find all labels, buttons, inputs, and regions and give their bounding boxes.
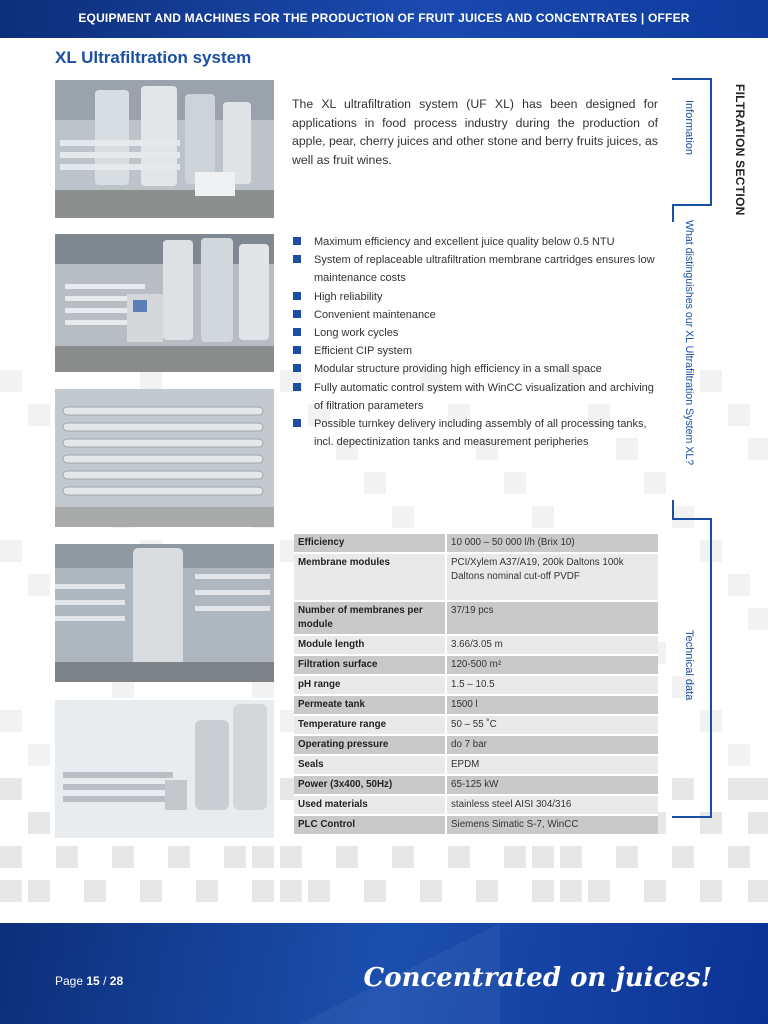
tab-information[interactable]: Information <box>683 100 695 156</box>
footer-slogan: Concentrated on juices! <box>363 963 712 993</box>
spec-key: Temperature range <box>294 715 446 735</box>
background-square <box>0 710 22 732</box>
spec-key: Seals <box>294 755 446 775</box>
nav-bracket-line <box>710 518 712 818</box>
header-banner <box>0 0 768 38</box>
bullet-square-icon <box>293 237 301 245</box>
background-square <box>560 846 582 868</box>
background-square <box>476 880 498 902</box>
spec-value: Siemens Simatic S-7, WinCC <box>446 815 658 835</box>
feature-text: Possible turnkey delivery including assembly of all processing tanks, incl. depectinization tanks and measurement peripheries <box>314 418 647 449</box>
spec-value: PCI/Xylem A37/A19, 200k Daltons 100k Daltons nominal cut-off PVDF <box>446 553 658 601</box>
feature-item <box>292 379 664 415</box>
spec-value: stainless steel AISI 304/316 <box>446 795 658 815</box>
feature-list <box>292 233 664 451</box>
background-square <box>700 880 722 902</box>
spec-key: Power (3x400, 50Hz) <box>294 775 446 795</box>
page-prefix: Page <box>55 974 84 988</box>
background-square <box>0 540 22 562</box>
spec-key: Filtration surface <box>294 655 446 675</box>
table-row <box>294 735 658 755</box>
background-square <box>56 846 78 868</box>
feature-item <box>292 342 664 360</box>
page-indicator <box>55 974 123 988</box>
spec-value: 3.66/3.05 m <box>446 635 658 655</box>
table-row <box>294 635 658 655</box>
nav-bracket-line <box>672 204 712 206</box>
spec-key: Permeate tank <box>294 695 446 715</box>
feature-text: Fully automatic control system with WinCC visualization and archiving of filtration parameters <box>314 381 654 412</box>
background-square <box>252 880 274 902</box>
background-square <box>364 472 386 494</box>
background-square <box>140 880 162 902</box>
background-square <box>28 744 50 766</box>
background-square <box>0 778 22 800</box>
table-row <box>294 534 658 553</box>
feature-text: High reliability <box>314 290 383 303</box>
feature-text: System of replaceable ultrafiltration membrane cartridges ensures low maintenance costs <box>314 254 655 285</box>
spec-value: 10 000 – 50 000 l/h (Brix 10) <box>446 534 658 553</box>
bullet-square-icon <box>293 383 301 391</box>
intro-paragraph: The XL ultrafiltration system (UF XL) has been designed for applications in food process industry during the production of apple, pear, cherry juices and other stone and berry fruits juices, as well as fruit wines. <box>292 97 658 167</box>
background-square <box>728 404 750 426</box>
feature-item <box>292 324 664 342</box>
background-square <box>364 880 386 902</box>
tab-what-distinguishes[interactable]: What distinguishes our XL Ultrafiltration System XL? <box>683 220 695 466</box>
feature-text: Efficient CIP system <box>314 345 413 358</box>
background-square <box>84 880 106 902</box>
background-square <box>748 438 768 460</box>
table-row <box>294 775 658 795</box>
background-square <box>728 744 750 766</box>
page-title: XL Ultrafiltration system <box>55 48 252 67</box>
background-square <box>308 880 330 902</box>
spec-key: PLC Control <box>294 815 446 835</box>
bullet-square-icon <box>293 292 301 300</box>
table-row <box>294 655 658 675</box>
feature-item <box>292 360 664 378</box>
technical-data-table <box>294 534 658 836</box>
tab-technical-data[interactable]: Technical data <box>683 630 695 701</box>
page-separator: / <box>103 974 107 988</box>
background-square <box>28 812 50 834</box>
table-row <box>294 695 658 715</box>
background-square <box>532 506 554 528</box>
bullet-square-icon <box>293 419 301 427</box>
photo-membrane-modules <box>55 389 274 527</box>
background-square <box>532 846 554 868</box>
bullet-square-icon <box>293 310 301 318</box>
background-square <box>728 846 750 868</box>
background-square <box>532 880 554 902</box>
background-square <box>28 404 50 426</box>
section-label: FILTRATION SECTION <box>733 84 747 216</box>
feature-text: Long work cycles <box>314 327 399 340</box>
spec-key: Membrane modules <box>294 553 446 601</box>
background-square <box>224 846 246 868</box>
spec-key: Used materials <box>294 795 446 815</box>
background-square <box>504 472 526 494</box>
background-square <box>748 812 768 834</box>
bullet-square-icon <box>293 328 301 336</box>
bullet-square-icon <box>293 255 301 263</box>
background-square <box>336 846 358 868</box>
background-square <box>168 846 190 868</box>
background-square <box>0 846 22 868</box>
background-square <box>0 370 22 392</box>
background-square <box>644 472 666 494</box>
photo-ultrafiltration-plant-1 <box>55 80 274 218</box>
photo-render-system <box>55 700 274 838</box>
page-current: 15 <box>86 974 100 988</box>
background-square <box>28 880 50 902</box>
background-square <box>196 880 218 902</box>
footer <box>0 923 768 1024</box>
background-square <box>672 846 694 868</box>
background-square <box>280 846 302 868</box>
nav-bracket-line <box>672 816 712 818</box>
photo-ultrafiltration-plant-2 <box>55 234 274 372</box>
feature-text: Convenient maintenance <box>314 308 436 321</box>
spec-value: do 7 bar <box>446 735 658 755</box>
background-square <box>748 880 768 902</box>
background-square <box>728 574 750 596</box>
background-square <box>672 506 694 528</box>
background-square <box>616 846 638 868</box>
bullet-square-icon <box>293 346 301 354</box>
page-total: 28 <box>109 974 124 988</box>
table-row <box>294 601 658 635</box>
spec-value: EPDM <box>446 755 658 775</box>
background-square <box>448 846 470 868</box>
table-row <box>294 795 658 815</box>
background-square <box>672 778 694 800</box>
background-square <box>420 880 442 902</box>
background-square <box>748 608 768 630</box>
feature-item <box>292 288 664 306</box>
background-square <box>560 880 582 902</box>
nav-bracket-line <box>672 78 712 80</box>
photo-plant-installation <box>55 544 274 682</box>
feature-item <box>292 251 664 287</box>
background-square <box>504 846 526 868</box>
spec-key: Operating pressure <box>294 735 446 755</box>
spec-key: pH range <box>294 675 446 695</box>
spec-value: 65-125 kW <box>446 775 658 795</box>
table-row <box>294 755 658 775</box>
nav-bracket-line <box>672 518 712 520</box>
background-square <box>280 880 302 902</box>
feature-item <box>292 306 664 324</box>
table-row <box>294 553 658 601</box>
background-square <box>392 846 414 868</box>
table-row <box>294 675 658 695</box>
background-square <box>588 880 610 902</box>
nav-bracket-line <box>710 78 712 206</box>
feature-text: Modular structure providing high efficiency in a small space <box>314 363 602 376</box>
background-square <box>748 778 768 800</box>
nav-bracket-line <box>672 500 674 520</box>
background-square <box>392 506 414 528</box>
spec-value: 1.5 – 10.5 <box>446 675 658 695</box>
feature-item <box>292 415 664 451</box>
table-row <box>294 715 658 735</box>
background-square <box>0 880 22 902</box>
spec-value: 50 – 55 ˚C <box>446 715 658 735</box>
feature-item <box>292 233 664 251</box>
header-banner-text: EQUIPMENT AND MACHINES FOR THE PRODUCTION OF FRUIT JUICES AND CONCENTRATES | OFFER <box>78 11 690 25</box>
spec-key: Module length <box>294 635 446 655</box>
bullet-square-icon <box>293 364 301 372</box>
spec-value: 120-500 m² <box>446 655 658 675</box>
nav-bracket-line <box>672 204 674 222</box>
spec-value: 1500 l <box>446 695 658 715</box>
feature-text: Maximum efficiency and excellent juice quality below 0.5 NTU <box>314 236 615 248</box>
background-square <box>252 846 274 868</box>
background-square <box>728 778 750 800</box>
background-square <box>112 846 134 868</box>
background-square <box>700 370 722 392</box>
table-row <box>294 815 658 835</box>
spec-key: Efficiency <box>294 534 446 553</box>
background-square <box>644 880 666 902</box>
spec-key: Number of membranes per module <box>294 601 446 635</box>
background-square <box>28 574 50 596</box>
spec-value: 37/19 pcs <box>446 601 658 635</box>
